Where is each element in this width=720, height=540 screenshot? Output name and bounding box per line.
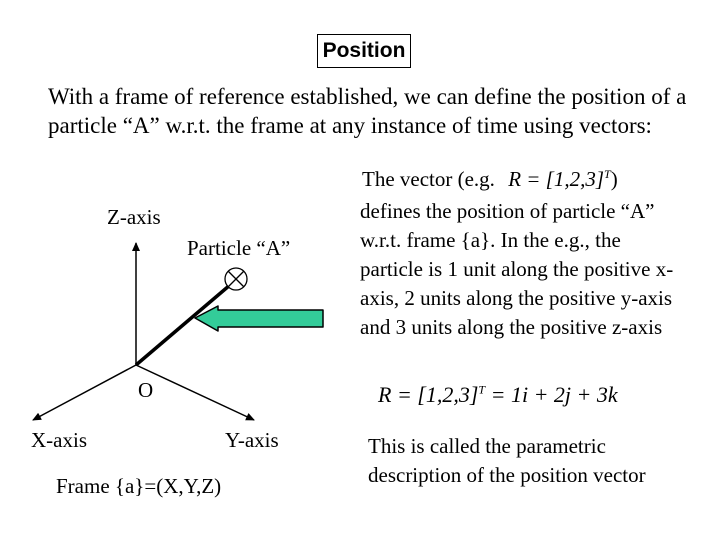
closing-text: This is called the parametric description of the position vector <box>368 434 646 487</box>
x-axis-label: X-axis <box>31 428 87 452</box>
pointer-arrow <box>195 306 323 331</box>
y-axis-line <box>136 365 254 420</box>
particle-label: Particle “A” <box>187 236 291 260</box>
explanation-text: defines the position of particle “A” w.r.t. frame {a}. In the e.g., the particle is 1 unit along the positive x-axis, 2 units along the positive y-axis and 3 units along the positive z-axis <box>360 199 674 339</box>
equation-rhs: = 1i + 2j + 3k <box>490 382 618 407</box>
x-axis-line <box>33 365 136 420</box>
position-equation <box>378 382 618 408</box>
equation-transpose: T <box>478 382 486 397</box>
example-vector-transpose: T <box>604 167 611 181</box>
origin-label: O <box>138 378 154 402</box>
slide-title: Position <box>317 34 411 68</box>
frame-label: Frame {a}=(X,Y,Z) <box>56 474 222 498</box>
equation-lhs: R = [1,2,3] <box>378 382 479 407</box>
y-axis-label: Y-axis <box>225 428 279 452</box>
z-axis-label: Z-axis <box>107 205 161 229</box>
particle-marker <box>225 268 247 290</box>
vector-intro-prefix: The vector (e.g. <box>362 167 495 191</box>
intro-text: With a frame of reference established, we can define the position of a particle “A” w.r.t. the frame at any instance of time using vectors: <box>48 84 687 138</box>
vector-intro-line <box>362 167 618 192</box>
example-vector: $R = [1,2,3]^T$ <box>508 167 611 191</box>
vector-intro-suffix: ) <box>610 167 618 191</box>
